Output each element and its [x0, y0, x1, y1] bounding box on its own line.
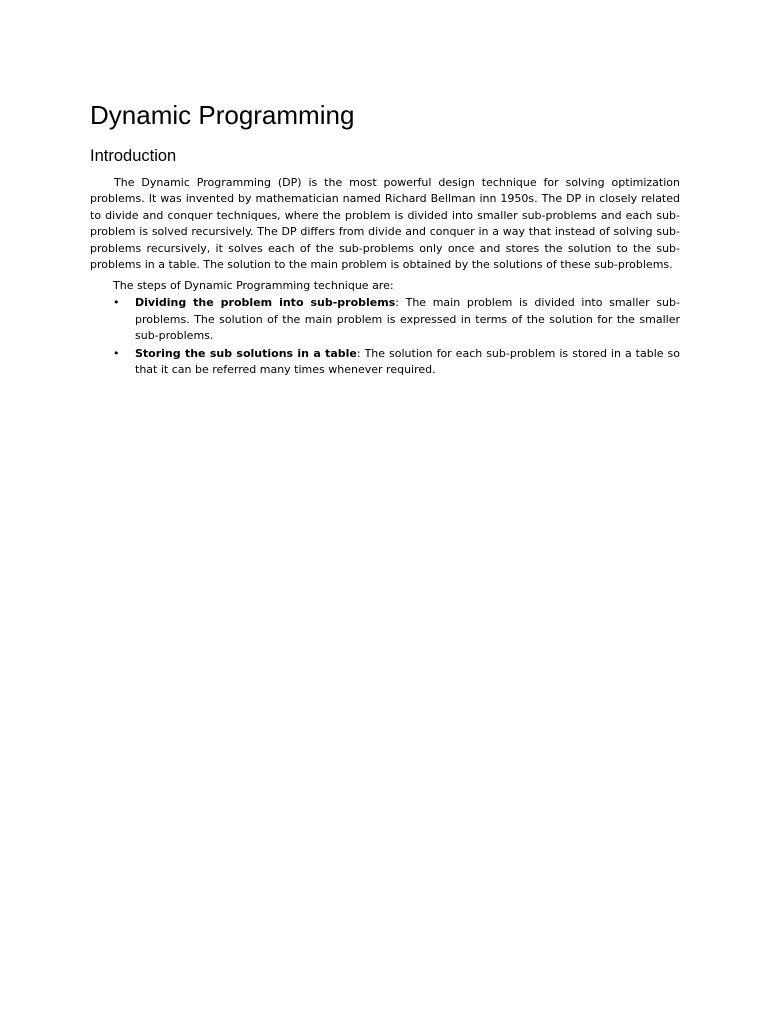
document-page [90, 100, 680, 380]
bullet-icon: • [113, 346, 120, 360]
document-title: Dynamic Programming [90, 100, 355, 130]
step-description: : The solution for each sub-problem is stored in a table so that it can be referred many times whenever required. [135, 346, 680, 377]
intro-paragraph: The Dynamic Programming (DP) is the most powerful design technique for solving optimization problems. It was invented by mathematician named Richard Bellman inn 1950s. The DP in closely related to divide and conquer techniques, where the problem is divided into smaller sub-problems and each sub-problem is solved recursively. The DP differs from divide and conquer in a way that instead of solving sub-problems recursively, it solves each of the sub-problems only once and stores the solution to the sub-problems in a table. The solution to the main problem is obtained by the solutions of these sub-problems. [90, 175, 680, 272]
section-heading-introduction: Introduction [90, 147, 177, 166]
step-term: Storing the sub solutions in a table [135, 346, 357, 360]
step-term: Dividing the problem into sub-problems [135, 296, 396, 310]
list-item [90, 295, 680, 345]
step-description: : The main problem is divided into smaller sub-problems. The solution of the main problem is expressed in terms of the solution for the smaller sub-problems. [135, 296, 680, 343]
bullet-icon: • [113, 296, 120, 310]
list-item [90, 346, 680, 379]
steps-list [90, 295, 680, 379]
steps-intro-text: The steps of Dynamic Programming technique are: [113, 278, 394, 292]
